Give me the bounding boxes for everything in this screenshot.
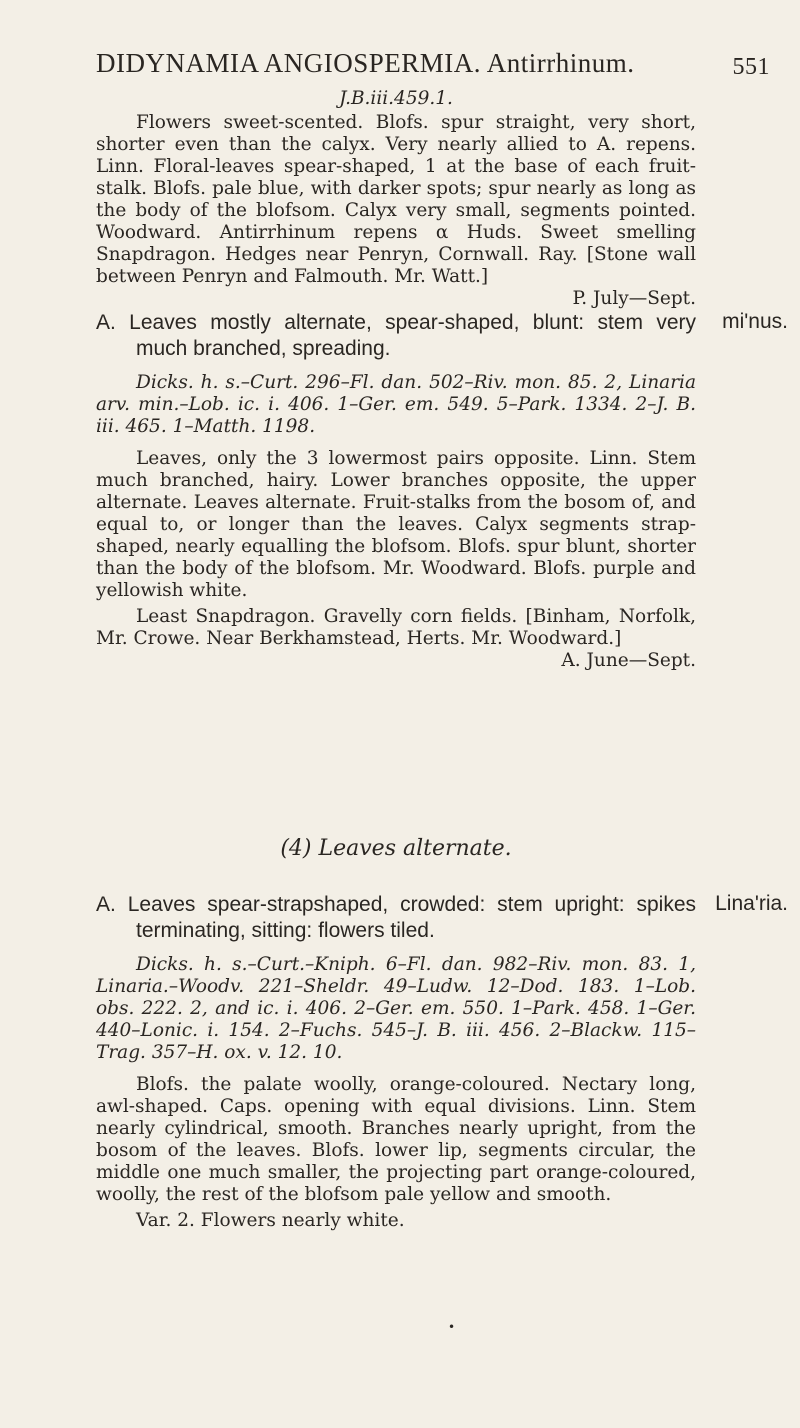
page-number: 551 [732, 54, 770, 80]
reference-line: J.B.iii.459.1. [339, 88, 453, 109]
description: Flowers sweet-scented. Blofs. spur straight, very short, shorter even than the calyx. Very nearly allied to A. repens. Linn. Floral-leaves spear-shaped, 1 at the base of each fruit-stalk. Blofs. pale blue, with darker spots; spur nearly as long as the body of the blofsom. Calyx very small, segments pointed. Woodward. Antirrhinum repens α Huds. Sweet smelling Snapdragon. Hedges near Penryn, Cornwall. Ray. [Stone wall between Penryn and Falmouth. Mr. Watt.] [96, 112, 696, 287]
description: Blofs. the palate woolly, orange-coloured. Nectary long, awl-shaped. Caps. opening with equal divisions. Linn. Stem nearly cylindrical, smooth. Branches nearly upright, from the bosom of the leaves. Blofs. lower lip, segments circular, the middle one much smaller, the projecting part orange-coloured, woolly, the rest of the blofsom pale yellow and smooth. [96, 1074, 696, 1205]
description: Leaves, only the 3 lowermost pairs opposite. Linn. Stem much branched, hairy. Lower branches opposite, the upper alternate. Leaves alternate. Fruit-stalks from the bosom of, and equal to, or longer than the leaves. Calyx segments strap-shaped, nearly equalling the blofsom. Blofs. spur blunt, shorter than the body of the blofsom. Mr. Woodward. Blofs. purple and yellowish white. [96, 448, 696, 601]
section-heading: (4) Leaves alternate. [280, 836, 512, 861]
header-title: DIDYNAMIA ANGIOSPERMIA. Antirrhinum. [96, 48, 635, 78]
synonym-references: Dicks. h. s.–Curt. 296–Fl. dan. 502–Riv. mon. 85. 2, Linaria arv. min.–Lob. ic. i. 406. 1–Ger. em. 549. 5–Park. 1334. 2–J. B. iii. 465. 1–Matth. 1198. [96, 372, 696, 437]
flowering-period: P. July—Sept. [572, 288, 696, 309]
flowering-period: A. June—Sept. [561, 650, 696, 671]
entry-antirrhinum-minus [96, 310, 696, 672]
entry-antirrhinum-repens [96, 88, 696, 310]
entry-antirrhinum-linaria [96, 892, 696, 1232]
running-header [96, 48, 770, 79]
species-key: A. Leaves spear-strapshaped, crowded: stem upright: spikes terminating, sitting: flowers tiled. [96, 893, 696, 942]
synonym-references: Dicks. h. s.–Curt.–Kniph. 6–Fl. dan. 982–Riv. mon. 83. 1, Linaria.–Woodv. 221–Sheldr. 49–Ludw. 12–Dod. 183. 1–Lob. obs. 222. 2, and ic. i. 406. 2–Ger. em. 550. 1–Park. 458. 1–Ger. 440–Lonic. i. 154. 2–Fuchs. 545–J. B. iii. 456. 2–Blackw. 115–Trag. 357–H. ox. v. 12. 10. [96, 954, 696, 1063]
species-name-linaria: Lina'ria. [715, 892, 788, 915]
variety: Var. 2. Flowers nearly white. [136, 1210, 405, 1231]
habitat: Least Snapdragon. Gravelly corn fields. [Binham, Norfolk, Mr. Crowe. Near Berkhamstead, Herts. Mr. Woodward.] [96, 606, 696, 649]
species-key: A. Leaves mostly alternate, spear-shaped, blunt: stem very much branched, spreading. [96, 311, 696, 360]
species-name-minus: mi'nus. [722, 310, 788, 333]
print-mark: • [448, 1320, 456, 1334]
